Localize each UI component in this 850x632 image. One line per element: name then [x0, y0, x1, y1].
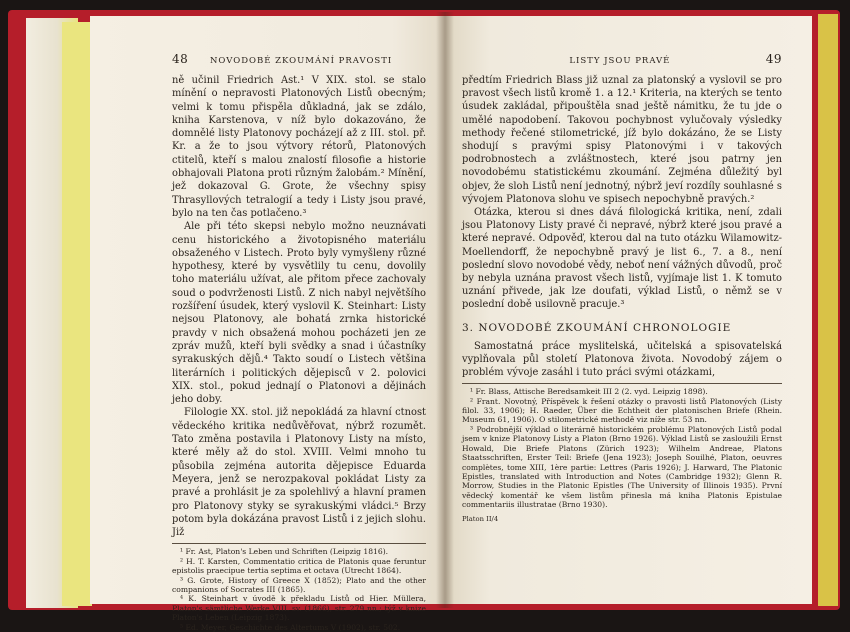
footnote: ¹ Fr. Ast, Platon's Leben und Schriften (Leipzig 1816). [180, 547, 389, 557]
paragraph: Ale při této skepsi nebylo možno neuznávati cenu historického a životopisného materiálu obsaženého v Listech. Proto byly vymyšleny různé hypothesy, které by vysvětlily tu cenu, dovolily toho materiálu užívat, ale přitom přece zachovaly soud o podvrženosti Listů. Z nich nabyl největšího rozšíření úsudek, který vyslovil K. Steinhart: Listy nejsou Platonovy, ale bohatá zrnka historické pravdy v nich obsažená mohou pocházeti jen ze zpráv mužů, kteří byli svědky a snad i účastníky syrakuských dějů.⁴ Takto soudí o Listech většina literárních i politických dějepisců v 2. polovici XIX. stol., pokud jednají o Platonovi a dějinách jeho doby. [172, 221, 426, 406]
right-page [446, 16, 812, 604]
footnote: ³ G. Grote, History of Greece X (1852); Plato and the other companions of Socrates III (1865). [172, 575, 426, 595]
footnote: ² Frant. Novotný, Příspěvek k řešení otázky o pravosti listů Platonových (Listy filol. 33, 1906); H. Raeder, Über die Echtheit der platonischen Briefe (Rhein. Museum 61, 1906). O stilometrické methodě viz níže str. 53 nn. [462, 396, 782, 425]
page-stack-yellow-edge [62, 22, 92, 606]
left-page-header [172, 52, 426, 66]
running-head: LISTY JSOU PRAVÉ [569, 56, 671, 66]
paragraph: předtím Friedrich Blass již uznal za platonský a vyslovil se pro pravost všech listů kromě 1. a 12.¹ Kriteria, na kterých se tento úsudek zakládal, připouštěla snad ještě námitku, že tu jde o umělé napodobení. Takovou pochybnost vylučovaly výsledky methody řečené stilometrické, jíž bylo dokázáno, že se Listy shodují s pravými spisy Platonovými i v takových podrobnostech a zvláštnostech, které jsou patrny jen novodobému statistickému zkoumání. Zejména důležitý byl objev, že sloh Listů není jednotný, nýbrž jeví rozdíly souhlasné s vývojem Platonova slohu ve spisech nepochybně pravých.² [462, 75, 782, 205]
printer-signature: Platon II/4 [462, 514, 499, 523]
book-gutter [436, 12, 454, 608]
footnote: ² H. T. Karsten, Commentatio critica de Platonis quae feruntur epistolis praecipue tertia septima et octava (Utrecht 1864). [172, 556, 426, 576]
paragraph: Samostatná práce myslitelská, učitelská a spisovatelská vyplňovala půl století Platonova života. Novodobý zájem o problém vývoje zasáhl i tuto práci svými otázkami, [462, 340, 782, 379]
running-head: NOVODOBÉ ZKOUMÁNÍ PRAVOSTI [209, 56, 393, 66]
footnotes [172, 543, 426, 632]
cover-edge [818, 14, 838, 606]
paragraph: Otázka, kterou si dnes dává filologická kritika, není, zdali jsou Platonovy Listy pravé či nepravé, nýbrž které jsou pravé a které nepravé. Odpověď, kterou dal na tuto otázku Wilamowitz-Moellendorff, že nepochybně pravý je list 6., 7. a 8., není poslední slovo novodobé vědy, neboť není vážných důvodů, proč by nebyla uznána pravost všech listů, vyjímaje list 1. K tomuto uznání přivede, jak lze doufati, výklad Listů, o němž se v poslední době usilovně pracuje.³ [462, 207, 782, 311]
section-heading: 3. NOVODOBÉ ZKOUMÁNÍ CHRONOLOGIE [462, 321, 732, 334]
left-page [90, 16, 446, 632]
footnotes [462, 383, 782, 509]
paragraph: ně učinil Friedrich Ast.¹ V XIX. stol. se stalo mínění o nepravosti Platonových Listů obecným; velmi k tomu přispěla důkladná, jak se zdálo, kniha Karstenova, v níž bylo dokazováno, že domnělé listy Platonovy pocházejí až z III. stol. př. Kr. a že to jsou výtvory rétorů, Platonových ctitelů, kteří s malou znalostí filosofie a historie obhajovali Platona proti různým žalobám.² Mínění, jež dokazoval G. Grote, že všechny spisy Thrasyllových tetralogií a tedy i Listy jsou pravé, bylo na ten čas potlačeno.³ [172, 75, 426, 219]
right-page-header [462, 52, 782, 66]
page-number: 48 [172, 52, 189, 66]
section-text [462, 340, 782, 380]
footnote: ⁴ K. Steinhart v úvodě k překladu Listů od Hier. Müllera, Platon's sämtliche Werke VIII. sv. (1866), str. 279 nn.; týž v knize Platon's Leben (Leipzig 1873). [172, 594, 426, 623]
body-text [172, 74, 426, 539]
paragraph: Filologie XX. stol. již nepokládá za hlavní ctnost vědeckého kritika nedůvěřovat, nýbrž rozumět. Tato změna postavila i Platonovy Listy na místo, které měly až do stol. XVIII. Velmi mnoho tu působila zejména autorita dějepisce Eduarda Meyera, jenž se nerozpakoval pokládat Listy za pravé a prohlásit je za spolehlivý a hlavní pramen pro Platonovy styky se syrakuskými vládci.⁵ Brzy potom byla dokázána pravost Listů i z jejich slohu. Již [172, 407, 426, 539]
footnote: ¹ Fr. Blass, Attische Beredsamkeit III 2 (2. vyd. Leipzig 1898). [470, 387, 708, 397]
footnote: ³ Podrobnější výklad o literárně historickém problému Platonových Listů podal jsem v knize Platonovy Listy a Platon (Brno 1926). Výklad Listů se zasloužili Ernst Howald, Die Briefe Platons (Zürich 1923); Wilhelm Andreae, Platons Staatsschriften, Erster Teil: Briefe (Jena 1923); Joseph Souilhé, Platon, oeuvres complètes, tome XIII, 1ère partie: Lettres (Paris 1926); J. Harward, The Platonic Epistles, translated with Introduction and Notes (Cambridge 1932); Glenn R. Morrow, Studies in the Platonic Epistles (The University of Illinois 1935). První vědecký komentář ke všem listům přinesla má kniha Platonis Epistulae commentariis illustratae (Brno 1930). [462, 424, 782, 510]
body-text [462, 74, 782, 312]
footnote: ⁵ Ed. Meyer, Geschichte des Altertums V (1902), str. 502. [180, 622, 401, 632]
page-number: 49 [765, 52, 782, 66]
